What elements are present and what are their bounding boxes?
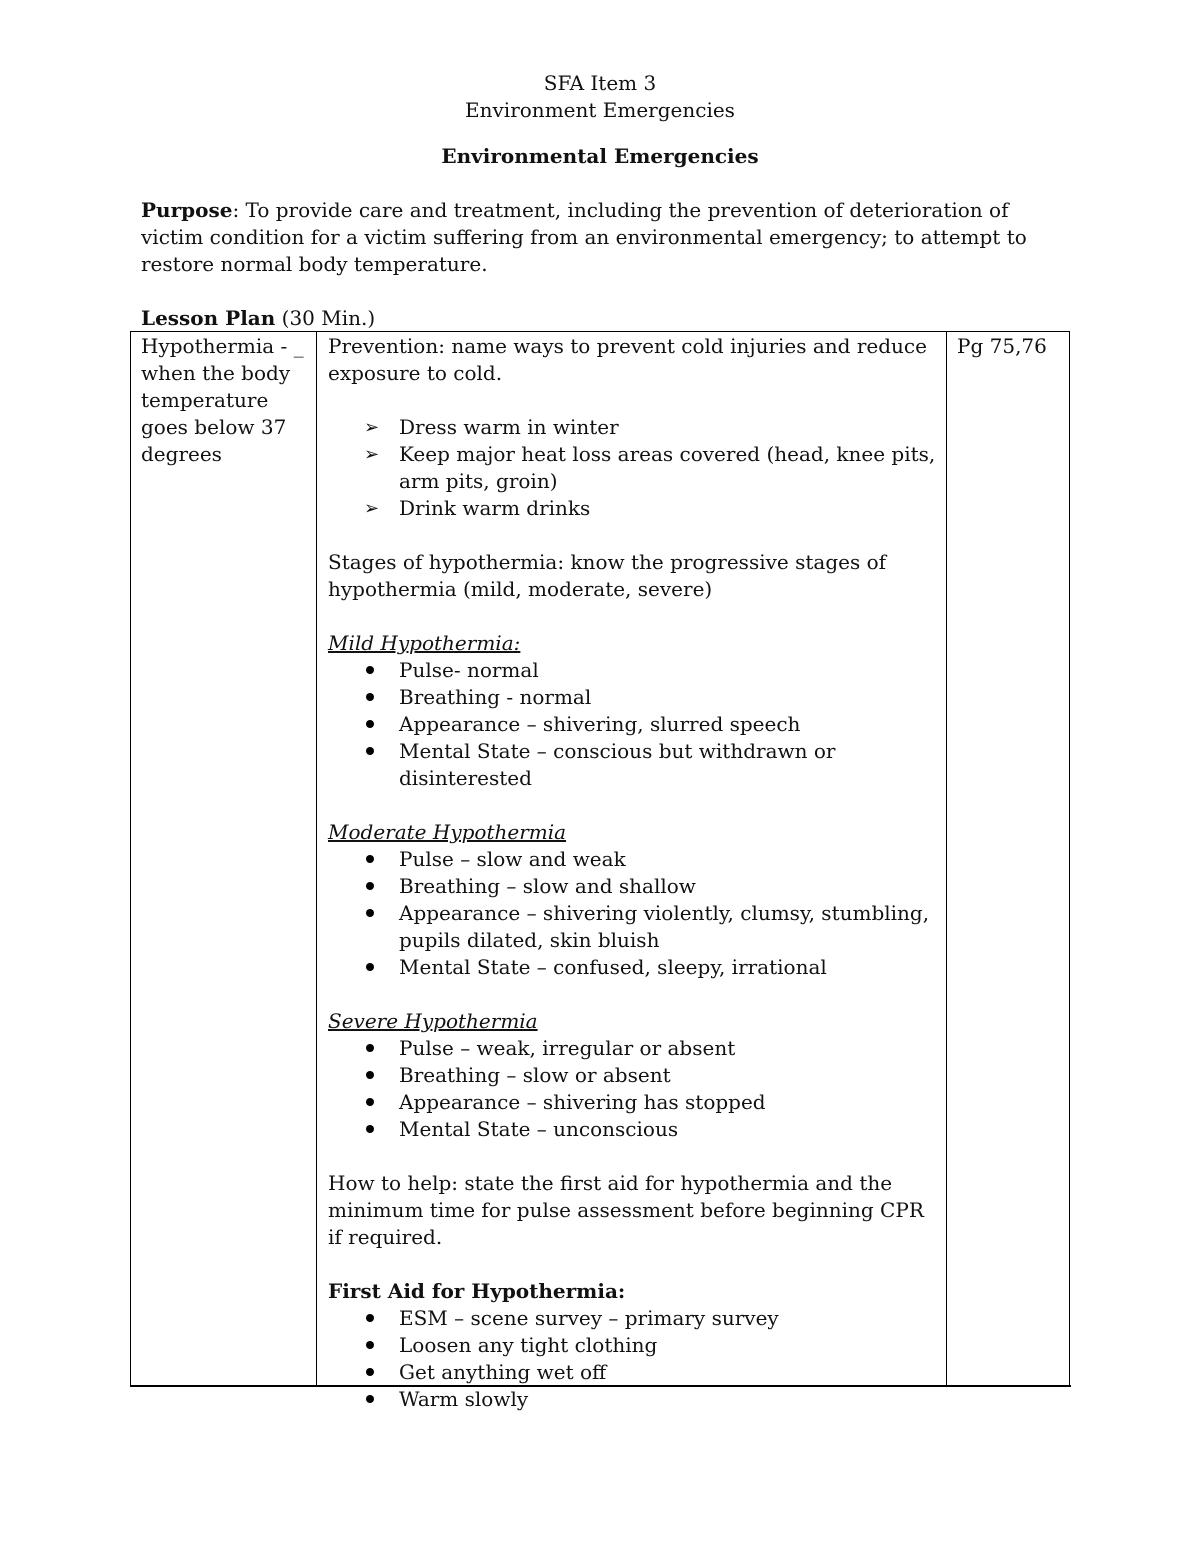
list-item: Warm slowly xyxy=(328,1386,940,1413)
list-item: Mental State – conscious but withdrawn or disinterested xyxy=(328,738,940,792)
severe-list xyxy=(328,1035,940,1143)
table-column-divider xyxy=(946,331,947,1387)
lesson-plan-duration: (30 Min.) xyxy=(275,306,376,330)
list-item: Appearance – shivering, slurred speech xyxy=(328,711,940,738)
list-item: Breathing - normal xyxy=(328,684,940,711)
table-column-divider xyxy=(316,331,317,1387)
bullet-icon xyxy=(364,657,384,684)
arrow-bullet-icon: ➢ xyxy=(364,444,380,465)
bullet-icon xyxy=(364,1386,384,1413)
purpose-text: : To provide care and treatment, including the prevention of deterioration of victim condition for a victim suffering from an environmental emergency; to attempt to restore normal body temperature. xyxy=(141,198,1027,276)
bullet-icon xyxy=(364,954,384,981)
prevention-intro: Prevention: name ways to prevent cold injuries and reduce exposure to cold. xyxy=(328,334,927,385)
list-item: Mental State – unconscious xyxy=(328,1116,940,1143)
list-item: Appearance – shivering has stopped xyxy=(328,1089,940,1116)
bullet-icon xyxy=(364,738,384,765)
list-item: Pulse – slow and weak xyxy=(328,846,940,873)
stages-intro: Stages of hypothermia: know the progressive stages of hypothermia (mild, moderate, severe) xyxy=(328,550,887,601)
list-item: Get anything wet off xyxy=(328,1359,940,1386)
moderate-list xyxy=(328,846,940,981)
list-item: Loosen any tight clothing xyxy=(328,1332,940,1359)
bullet-icon xyxy=(364,1035,384,1062)
prevention-list xyxy=(328,414,940,522)
bullet-icon xyxy=(364,711,384,738)
moderate-hypothermia-heading: Moderate Hypothermia xyxy=(328,820,567,844)
item-number: SFA Item 3 xyxy=(543,71,657,95)
bullet-icon xyxy=(364,1332,384,1359)
bullet-icon xyxy=(364,873,384,900)
list-item: Breathing – slow or absent xyxy=(328,1062,940,1089)
header-subtitle: Environment Emergencies xyxy=(465,98,735,122)
list-item: Breathing – slow and shallow xyxy=(328,873,940,900)
topic-cell: Hypothermia - _ when the body temperature goes below 37 degrees xyxy=(141,334,304,466)
mild-list xyxy=(328,657,940,792)
bullet-icon xyxy=(364,1116,384,1143)
content-cell xyxy=(328,333,940,1413)
purpose-paragraph xyxy=(141,197,1071,278)
purpose-label: Purpose xyxy=(141,198,233,222)
bullet-icon xyxy=(364,1089,384,1116)
bullet-icon xyxy=(364,1062,384,1089)
bullet-icon xyxy=(364,846,384,873)
list-item: ➢ Keep major heat loss areas covered (head, knee pits, arm pits, groin) xyxy=(364,442,936,493)
bullet-icon xyxy=(364,1305,384,1332)
arrow-bullet-icon: ➢ xyxy=(364,498,380,519)
list-item: Pulse – weak, irregular or absent xyxy=(328,1035,940,1062)
list-item: Mental State – confused, sleepy, irrational xyxy=(328,954,940,981)
document-header xyxy=(0,70,1200,124)
first-aid-list xyxy=(328,1305,940,1413)
bullet-icon xyxy=(364,684,384,711)
list-item: Pulse- normal xyxy=(328,657,940,684)
list-item: ➢ Dress warm in winter xyxy=(364,415,619,439)
page-title: Environmental Emergencies xyxy=(441,144,759,168)
list-item: ESM – scene survey – primary survey xyxy=(328,1305,940,1332)
bullet-icon xyxy=(364,900,384,927)
bullet-icon xyxy=(364,1359,384,1386)
lesson-plan-heading xyxy=(141,305,375,332)
first-aid-heading: First Aid for Hypothermia: xyxy=(328,1279,626,1303)
how-to-help: How to help: state the first aid for hypothermia and the minimum time for pulse assessment before beginning CPR if required. xyxy=(328,1171,924,1249)
reference-cell: Pg 75,76 xyxy=(957,334,1047,358)
arrow-bullet-icon: ➢ xyxy=(364,417,380,438)
lesson-plan-label: Lesson Plan xyxy=(141,306,276,330)
list-item: ➢ Drink warm drinks xyxy=(364,496,591,520)
list-item: Appearance – shivering violently, clumsy, stumbling, pupils dilated, skin bluish xyxy=(328,900,940,954)
mild-hypothermia-heading: Mild Hypothermia: xyxy=(328,631,521,655)
severe-hypothermia-heading: Severe Hypothermia xyxy=(328,1009,538,1033)
